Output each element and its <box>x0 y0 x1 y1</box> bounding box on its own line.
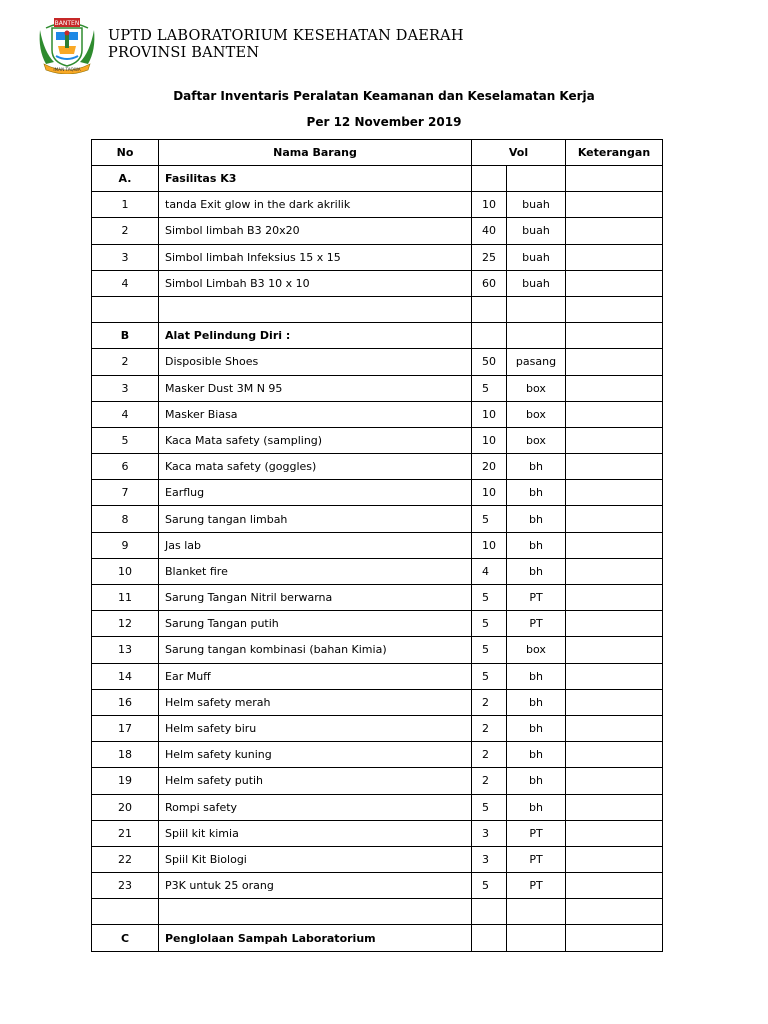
cell-note <box>566 323 663 349</box>
cell-item-name: Disposible Shoes <box>159 349 472 375</box>
cell-note <box>566 375 663 401</box>
cell-unit: PT <box>507 820 566 846</box>
cell-unit: buah <box>507 192 566 218</box>
cell-quantity: 2 <box>472 715 507 741</box>
cell-quantity: 4 <box>472 558 507 584</box>
cell-item-name: tanda Exit glow in the dark akrilik <box>159 192 472 218</box>
cell-note <box>566 899 663 925</box>
cell-no: 10 <box>92 558 159 584</box>
cell-quantity: 5 <box>472 637 507 663</box>
cell-item-name: Helm safety biru <box>159 715 472 741</box>
cell-note <box>566 244 663 270</box>
cell-quantity: 10 <box>472 532 507 558</box>
cell-no: 21 <box>92 820 159 846</box>
cell-no: 14 <box>92 663 159 689</box>
cell-no: 17 <box>92 715 159 741</box>
column-header-name: Nama Barang <box>159 140 472 166</box>
cell-quantity <box>472 166 507 192</box>
cell-quantity: 40 <box>472 218 507 244</box>
table-row <box>92 192 663 218</box>
cell-note <box>566 585 663 611</box>
cell-quantity: 10 <box>472 192 507 218</box>
table-row <box>92 663 663 689</box>
cell-no: 20 <box>92 794 159 820</box>
cell-item-name: Kaca Mata safety (sampling) <box>159 427 472 453</box>
cell-quantity: 5 <box>472 506 507 532</box>
cell-note <box>566 637 663 663</box>
cell-quantity: 3 <box>472 846 507 872</box>
cell-quantity: 5 <box>472 611 507 637</box>
cell-no: 18 <box>92 742 159 768</box>
cell-note <box>566 454 663 480</box>
table-row <box>92 794 663 820</box>
org-name-line1: UPTD LABORATORIUM KESEHATAN DAERAH <box>108 28 464 44</box>
table-row <box>92 820 663 846</box>
cell-no: 9 <box>92 532 159 558</box>
cell-note <box>566 873 663 899</box>
cell-note <box>566 715 663 741</box>
table-row <box>92 585 663 611</box>
cell-item-name: Ear Muff <box>159 663 472 689</box>
table-row <box>92 401 663 427</box>
table-row <box>92 873 663 899</box>
section-row <box>92 323 663 349</box>
section-row <box>92 925 663 951</box>
cell-unit: bh <box>507 663 566 689</box>
cell-unit: bh <box>507 532 566 558</box>
cell-no: 4 <box>92 270 159 296</box>
cell-quantity <box>472 899 507 925</box>
cell-item-name: Helm safety kuning <box>159 742 472 768</box>
cell-quantity: 10 <box>472 401 507 427</box>
cell-no: 8 <box>92 506 159 532</box>
cell-item-name: Masker Dust 3M N 95 <box>159 375 472 401</box>
cell-unit: bh <box>507 558 566 584</box>
cell-item-name: Helm safety putih <box>159 768 472 794</box>
section-row <box>92 166 663 192</box>
cell-no: 4 <box>92 401 159 427</box>
cell-unit <box>507 323 566 349</box>
cell-quantity: 5 <box>472 375 507 401</box>
cell-no: 6 <box>92 454 159 480</box>
cell-quantity: 20 <box>472 454 507 480</box>
cell-unit <box>507 296 566 322</box>
cell-unit: buah <box>507 218 566 244</box>
logo-text-bottom: IMAN TAQWA <box>53 67 81 72</box>
table-row <box>92 742 663 768</box>
cell-note <box>566 558 663 584</box>
cell-note <box>566 480 663 506</box>
cell-unit: PT <box>507 873 566 899</box>
table-row <box>92 532 663 558</box>
table-row <box>92 270 663 296</box>
cell-note <box>566 532 663 558</box>
blank-row <box>92 296 663 322</box>
cell-no: 2 <box>92 349 159 375</box>
cell-quantity: 25 <box>472 244 507 270</box>
cell-no: 3 <box>92 244 159 270</box>
cell-unit: box <box>507 427 566 453</box>
cell-quantity: 5 <box>472 873 507 899</box>
cell-unit <box>507 925 566 951</box>
cell-no: 19 <box>92 768 159 794</box>
cell-no <box>92 296 159 322</box>
cell-note <box>566 296 663 322</box>
cell-item-name: Spiil Kit Biologi <box>159 846 472 872</box>
logo-text-top: BANTEN <box>54 20 80 27</box>
cell-unit: bh <box>507 794 566 820</box>
cell-item-name: Blanket fire <box>159 558 472 584</box>
table-row <box>92 454 663 480</box>
cell-no: 11 <box>92 585 159 611</box>
table-row <box>92 689 663 715</box>
cell-quantity: 60 <box>472 270 507 296</box>
cell-item-name: Jas lab <box>159 532 472 558</box>
column-header-vol: Vol <box>472 140 566 166</box>
cell-unit: bh <box>507 454 566 480</box>
cell-note <box>566 218 663 244</box>
cell-note <box>566 270 663 296</box>
cell-item-name: Earflug <box>159 480 472 506</box>
cell-item-name: Masker Biasa <box>159 401 472 427</box>
cell-item-name <box>159 296 472 322</box>
cell-note <box>566 427 663 453</box>
table-header-row <box>92 140 663 166</box>
cell-quantity: 5 <box>472 585 507 611</box>
cell-unit: bh <box>507 506 566 532</box>
cell-quantity: 5 <box>472 794 507 820</box>
organization-header <box>108 28 464 62</box>
table-row <box>92 349 663 375</box>
cell-item-name: Helm safety merah <box>159 689 472 715</box>
cell-item-name <box>159 899 472 925</box>
table-row <box>92 611 663 637</box>
cell-item-name: Sarung tangan kombinasi (bahan Kimia) <box>159 637 472 663</box>
cell-item-name: Kaca mata safety (goggles) <box>159 454 472 480</box>
cell-no: 5 <box>92 427 159 453</box>
blank-row <box>92 899 663 925</box>
cell-quantity: 50 <box>472 349 507 375</box>
cell-quantity: 2 <box>472 742 507 768</box>
cell-no: 2 <box>92 218 159 244</box>
cell-item-name: Rompi safety <box>159 794 472 820</box>
cell-no <box>92 899 159 925</box>
table-row <box>92 244 663 270</box>
cell-unit: buah <box>507 244 566 270</box>
cell-unit <box>507 166 566 192</box>
cell-unit: bh <box>507 768 566 794</box>
cell-note <box>566 349 663 375</box>
cell-unit: PT <box>507 585 566 611</box>
document-date: Per 12 November 2019 <box>306 115 462 129</box>
cell-item-name: Simbol limbah B3 20x20 <box>159 218 472 244</box>
table-row <box>92 427 663 453</box>
cell-note <box>566 820 663 846</box>
cell-unit: PT <box>507 611 566 637</box>
cell-unit: box <box>507 401 566 427</box>
cell-item-name: Spiil kit kimia <box>159 820 472 846</box>
cell-note <box>566 742 663 768</box>
cell-note <box>566 794 663 820</box>
table-row <box>92 637 663 663</box>
cell-unit: box <box>507 637 566 663</box>
cell-item-name: Sarung Tangan putih <box>159 611 472 637</box>
cell-unit: bh <box>507 689 566 715</box>
table-row <box>92 375 663 401</box>
table-row <box>92 480 663 506</box>
cell-unit: buah <box>507 270 566 296</box>
document-title: Daftar Inventaris Peralatan Keamanan dan Keselamatan Kerja <box>173 89 595 103</box>
cell-unit <box>507 899 566 925</box>
cell-no: 7 <box>92 480 159 506</box>
cell-no: 23 <box>92 873 159 899</box>
cell-note <box>566 506 663 532</box>
cell-note <box>566 166 663 192</box>
table-row <box>92 768 663 794</box>
cell-unit: pasang <box>507 349 566 375</box>
cell-note <box>566 401 663 427</box>
cell-note <box>566 846 663 872</box>
table-row <box>92 846 663 872</box>
cell-no: 22 <box>92 846 159 872</box>
cell-no: B <box>92 323 159 349</box>
inventory-table <box>91 139 663 952</box>
column-header-no: No <box>92 140 159 166</box>
cell-item-name: Sarung tangan limbah <box>159 506 472 532</box>
cell-note <box>566 768 663 794</box>
cell-no: 13 <box>92 637 159 663</box>
cell-item-name: Penglolaan Sampah Laboratorium <box>159 925 472 951</box>
cell-quantity <box>472 925 507 951</box>
cell-no: 3 <box>92 375 159 401</box>
cell-note <box>566 925 663 951</box>
cell-note <box>566 689 663 715</box>
org-name-line2: PROVINSI BANTEN <box>108 45 260 61</box>
banten-province-logo <box>36 16 98 74</box>
cell-unit: bh <box>507 480 566 506</box>
table-row <box>92 558 663 584</box>
cell-quantity: 10 <box>472 480 507 506</box>
cell-no: C <box>92 925 159 951</box>
cell-item-name: Fasilitas K3 <box>159 166 472 192</box>
cell-item-name: Alat Pelindung Diri : <box>159 323 472 349</box>
cell-no: 16 <box>92 689 159 715</box>
table-row <box>92 218 663 244</box>
cell-quantity <box>472 323 507 349</box>
cell-note <box>566 611 663 637</box>
cell-quantity: 10 <box>472 427 507 453</box>
cell-item-name: Simbol Limbah B3 10 x 10 <box>159 270 472 296</box>
table-row <box>92 715 663 741</box>
cell-no: 12 <box>92 611 159 637</box>
cell-unit: PT <box>507 846 566 872</box>
cell-note <box>566 663 663 689</box>
cell-unit: bh <box>507 742 566 768</box>
cell-quantity: 2 <box>472 689 507 715</box>
cell-no: 1 <box>92 192 159 218</box>
cell-no: A. <box>92 166 159 192</box>
cell-quantity: 3 <box>472 820 507 846</box>
cell-item-name: Sarung Tangan Nitril berwarna <box>159 585 472 611</box>
cell-unit: bh <box>507 715 566 741</box>
column-header-note: Keterangan <box>566 140 663 166</box>
cell-item-name: P3K untuk 25 orang <box>159 873 472 899</box>
table-row <box>92 506 663 532</box>
cell-quantity: 5 <box>472 663 507 689</box>
cell-item-name: Simbol limbah Infeksius 15 x 15 <box>159 244 472 270</box>
cell-quantity <box>472 296 507 322</box>
cell-quantity: 2 <box>472 768 507 794</box>
cell-note <box>566 192 663 218</box>
cell-unit: box <box>507 375 566 401</box>
